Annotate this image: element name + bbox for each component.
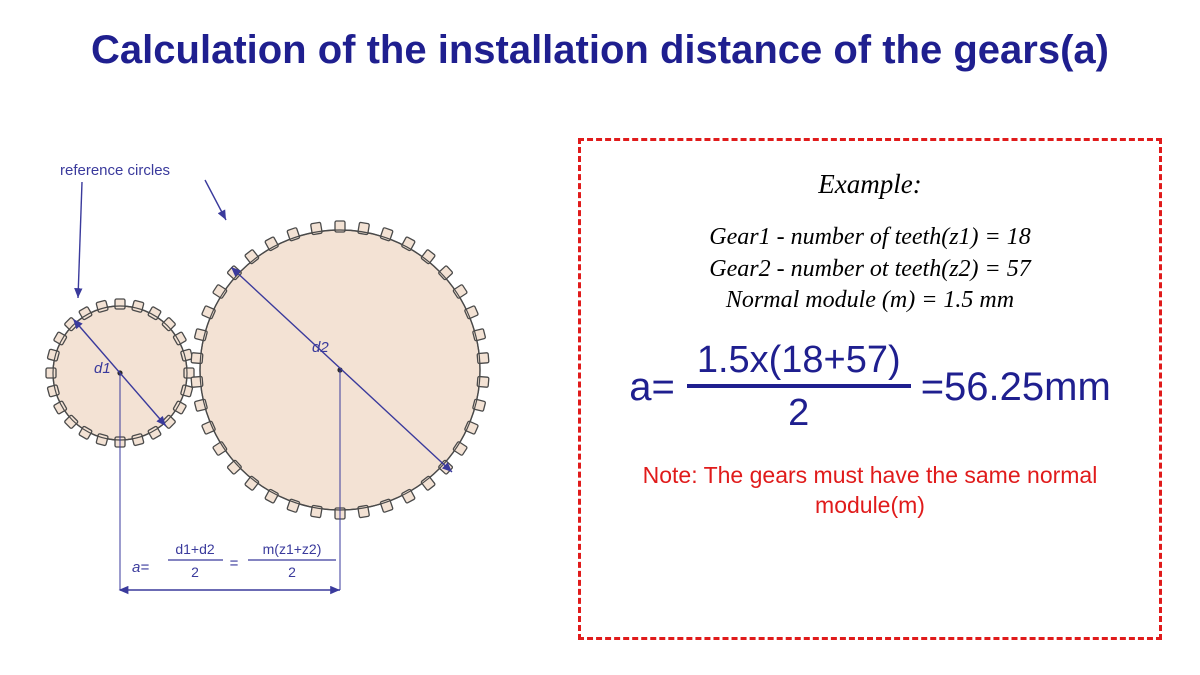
- given-line-1: Gear1 - number of teeth(z1) = 18: [709, 224, 1031, 250]
- reference-circles-callout: [60, 162, 226, 298]
- callout-label: reference circles: [60, 162, 171, 179]
- distance-label: a=: [132, 559, 150, 576]
- formula2-denominator: 2: [288, 564, 296, 580]
- result-formula: [581, 339, 1159, 435]
- formula1-denominator: 2: [191, 564, 199, 580]
- formula2-numerator: m(z1+z2): [262, 541, 322, 557]
- example-heading: Example:: [818, 169, 922, 199]
- equals-sign: =: [229, 555, 239, 572]
- gear-diagram: [20, 120, 580, 640]
- page-title: Calculation of the installation distance of the gears(a): [91, 28, 1109, 72]
- fraction: [687, 339, 911, 435]
- given-values: [581, 222, 1159, 317]
- given-line-2: Gear2 - number ot teeth(z2) = 57: [709, 255, 1031, 282]
- fraction-denominator: 2: [788, 392, 810, 435]
- d1-label: d1: [94, 360, 111, 377]
- fraction-numerator: 1.5x(18+57): [696, 339, 901, 382]
- formula-result: =56.25mm: [920, 364, 1111, 409]
- note-text: Note: The gears must have the same normal module(m): [642, 462, 1098, 518]
- formula1-numerator: d1+d2: [175, 541, 215, 557]
- d2-label: d2: [312, 339, 329, 356]
- formula-lhs: a=: [629, 364, 675, 409]
- example-box: [578, 138, 1162, 640]
- given-line-3: Normal module (m) = 1.5 mm: [725, 287, 1015, 314]
